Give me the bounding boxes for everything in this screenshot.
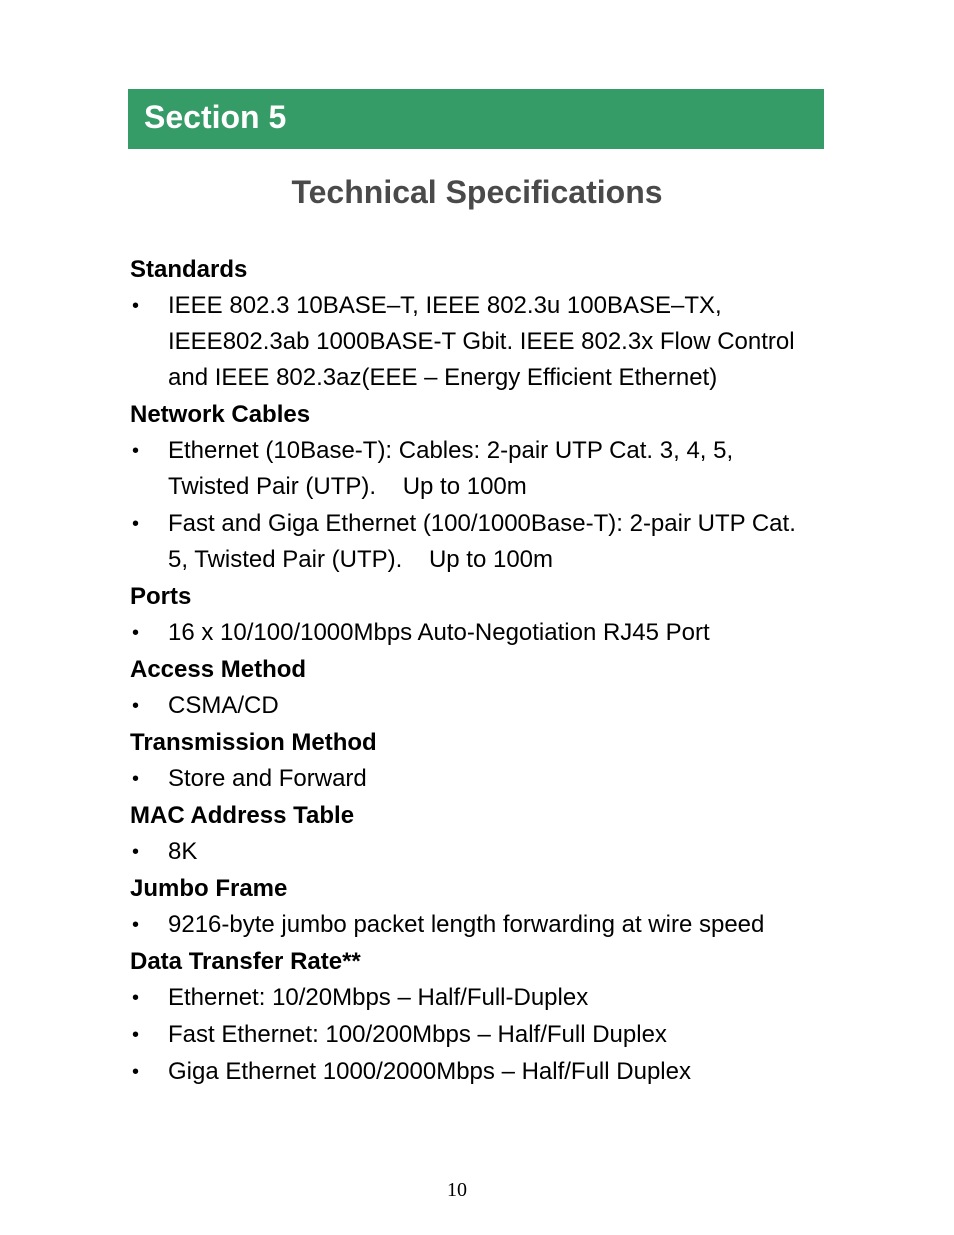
bullet-text: CSMA/CD [168,692,279,719]
section-label: Section 5 [144,99,287,135]
section-banner [128,89,824,149]
spec-heading: Data Transfer Rate** [130,948,361,975]
bullet-text: Giga Ethernet 1000/2000Mbps – Half/Full Duplex [168,1058,691,1085]
list-item [130,1054,820,1090]
bullet-icon: • [132,987,140,1009]
page-title: Technical Specifications [291,174,663,210]
list-item [130,688,820,724]
bullet-text: Store and Forward [168,765,367,792]
spec-bullet-list [130,615,820,651]
spec-heading: MAC Address Table [130,802,355,829]
bullet-text: Ethernet (10Base-T): Cables: 2-pair UTP Cat. 3, 4, 5, Twisted Pair (UTP). Up to 100m [168,437,740,500]
spec-bullet-list [130,834,820,870]
list-item [130,288,820,396]
bullet-text: Fast Ethernet: 100/200Mbps – Half/Full Duplex [168,1021,667,1048]
spec-bullet-list [130,288,820,396]
bullet-icon: • [132,1024,140,1046]
spec-heading: Jumbo Frame [130,875,288,902]
list-item [130,907,820,943]
list-item [130,1017,820,1053]
bullet-icon: • [132,914,140,936]
bullet-text: Ethernet: 10/20Mbps – Half/Full-Duplex [168,984,589,1011]
spec-content [130,252,820,1091]
list-item [130,506,820,578]
spec-bullet-list [130,980,820,1090]
spec-heading: Transmission Method [130,729,377,756]
spec-heading: Ports [130,583,192,610]
list-item [130,433,820,505]
spec-bullet-list [130,433,820,578]
spec-bullet-list [130,761,820,797]
bullet-icon: • [132,513,140,535]
spec-heading: Standards [130,256,248,283]
bullet-text: 9216-byte jumbo packet length forwarding at wire speed [168,911,765,938]
list-item [130,834,820,870]
list-item [130,980,820,1016]
bullet-icon: • [132,440,140,462]
bullet-icon: • [132,295,140,317]
bullet-text: Fast and Giga Ethernet (100/1000Base-T): 2-pair UTP Cat. 5, Twisted Pair (UTP). Up to 100m [168,510,803,573]
list-item [130,761,820,797]
spec-bullet-list [130,907,820,943]
bullet-icon: • [132,768,140,790]
bullet-icon: • [132,622,140,644]
spec-bullet-list [130,688,820,724]
bullet-text: IEEE 802.3 10BASE–T, IEEE 802.3u 100BASE–TX, IEEE802.3ab 1000BASE-T Gbit. IEEE 802.3x Flow Control and IEEE 802.3az(EEE – Energy Efficient Ethernet) [168,292,802,391]
bullet-icon: • [132,841,140,863]
bullet-text: 8K [168,838,198,865]
bullet-text: 16 x 10/100/1000Mbps Auto-Negotiation RJ45 Port [168,619,710,646]
page-number: 10 [447,1179,467,1201]
bullet-icon: • [132,1061,140,1083]
spec-heading: Network Cables [130,401,311,428]
bullet-icon: • [132,695,140,717]
list-item [130,615,820,651]
spec-heading: Access Method [130,656,307,683]
